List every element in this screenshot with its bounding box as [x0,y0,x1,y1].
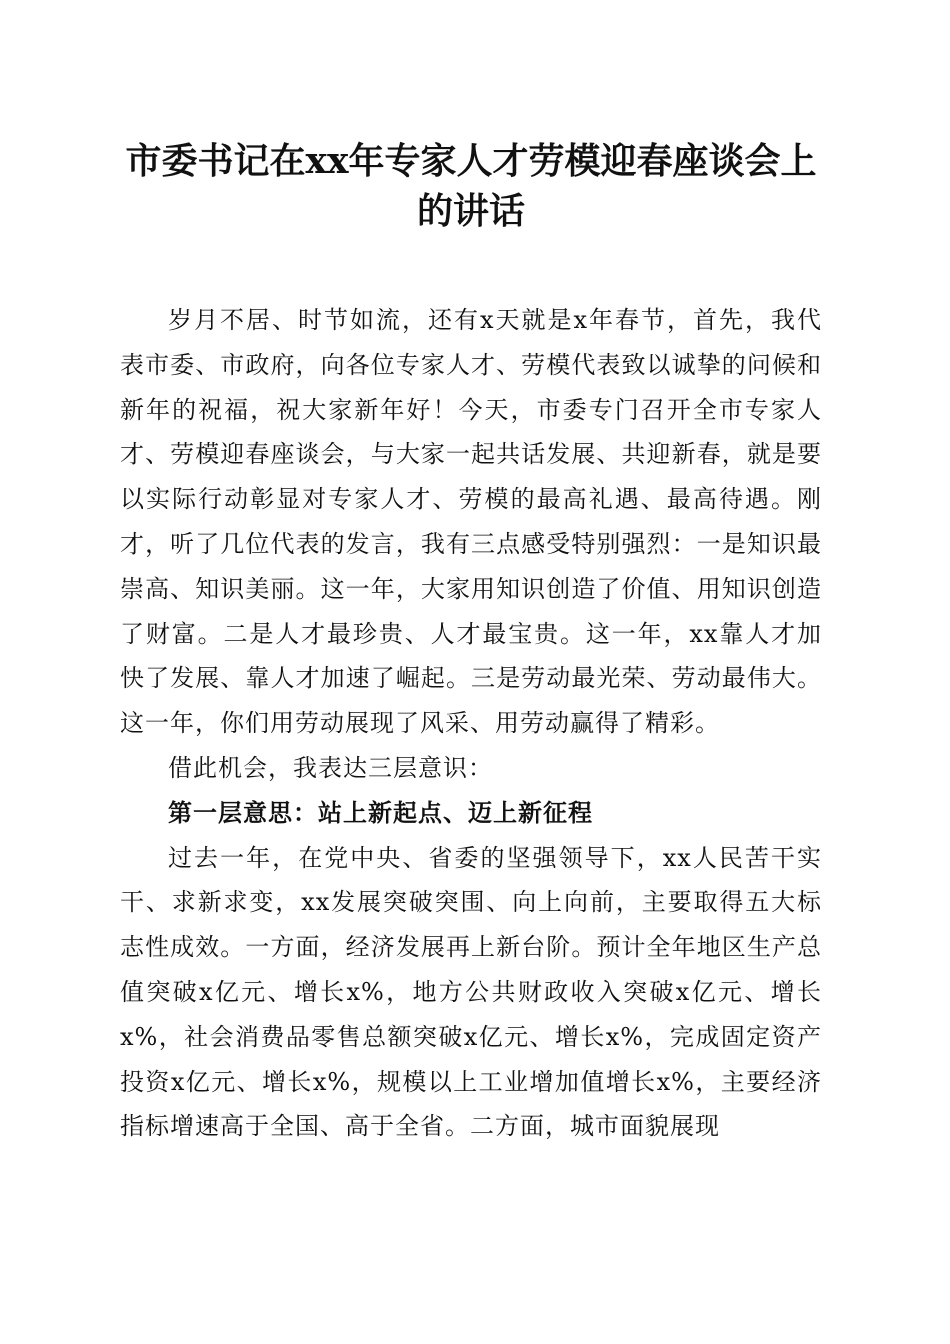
title-line-1: 市委书记在xx年专家人才劳模迎春座谈会上 [125,140,817,182]
title-line-2: 的讲话 [416,190,525,232]
paragraph-review: 过去一年，在党中央、省委的坚强领导下，xx人民苦干实干、求新求变，xx发展突破突围、向上向前，主要取得五大标志性成效。一方面，经济发展再上新台阶。预计全年地区生产总值突破x亿元、增长x%，地方公共财政收入突破x亿元、增长x%，社会消费品零售总额突破x亿元、增长x%，完成固定资产投资x亿元、增长x%，规模以上工业增加值增长x%，主要经济指标增速高于全国、高于全省。二方面，城市面貌展现 [120,843,822,1141]
paragraph-transition: 借此机会，我表达三层意识： [168,753,493,782]
paragraph-intro: 岁月不居、时节如流，还有x天就是x年春节，首先，我代表市委、市政府，向各位专家人才、劳模代表致以诚挚的问候和新年的祝福，祝大家新年好！今天，市委专门召开全市专家人才、劳模迎春座谈会，与大家一起共话发展、共迎新春，就是要以实际行动彰显对专家人才、劳模的最高礼遇、最高待遇。刚才，听了几位代表的发言，我有三点感受特别强烈：一是知识最崇高、知识美丽。这一年，大家用知识创造了价值、用知识创造了财富。二是人才最珍贵、人才最宝贵。这一年，xx靠人才加快了发展、靠人才加速了崛起。三是劳动最光荣、劳动最伟大。这一年，你们用劳动展现了风采、用劳动赢得了精彩。 [120,306,822,738]
document-title [120,136,822,236]
title-spacing [120,236,822,298]
section-heading-first: 第一层意思：站上新起点、迈上新征程 [168,797,593,827]
